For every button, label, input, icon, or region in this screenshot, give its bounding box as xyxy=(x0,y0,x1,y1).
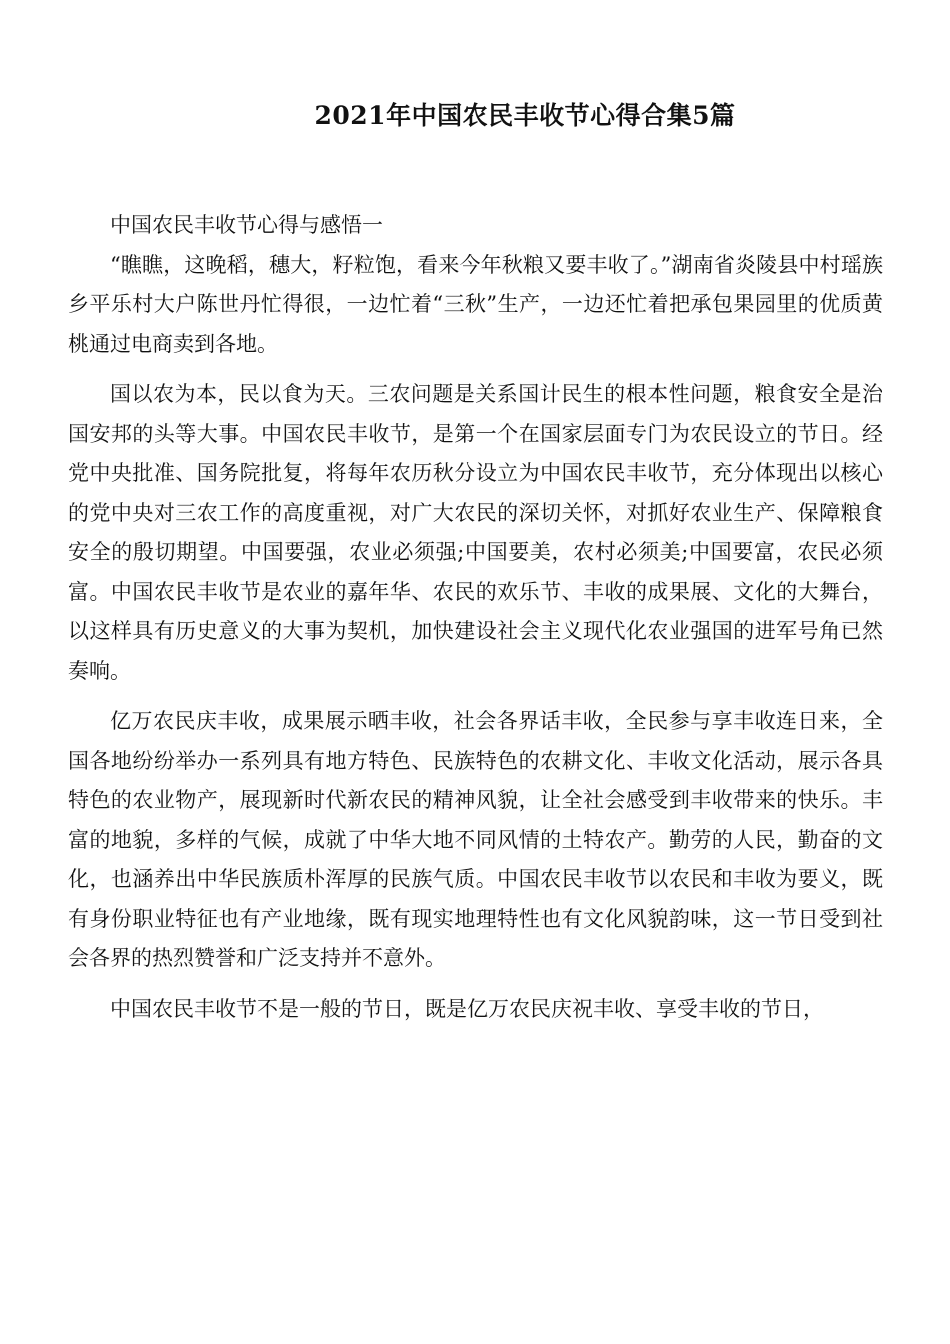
paragraph: 国以农为本，民以食为天。三农问题是关系国计民生的根本性问题，粮食安全是治国安邦的头等大事。中国农民丰收节，是第一个在国家层面专门为农民设立的节日。经党中央批准、国务院批复，将每年农历秋分设立为中国农民丰收节，充分体现出以核心的党中央对三农工作的高度重视，对广大农民的深切关怀，对抓好农业生产、保障粮食安全的殷切期望。中国要强，农业必须强;中国要美，农村必须美;中国要富，农民必须富。中国农民丰收节是农业的嘉年华、农民的欢乐节、丰收的成果展、文化的大舞台，以这样具有历史意义的大事为契机，加快建设社会主义现代化农业强国的进军号角已然奏响。 xyxy=(68,382,883,683)
paragraph: 中国农民丰收节不是一般的节日，既是亿万农民庆祝丰收、享受丰收的节日， xyxy=(110,996,824,1021)
paragraph: 亿万农民庆丰收，成果展示晒丰收，社会各界话丰收，全民参与享丰收连日来，全国各地纷纷举办一系列具有地方特色、民族特色的农耕文化、丰收文化活动，展示各具特色的农业物产，展现新时代新农民的精神风貌，让全社会感受到丰收带来的快乐。丰富的地貌，多样的气候，成就了中华大地不同风情的土特农产。勤劳的人民，勤奋的文化，也涵养出中华民族质朴浑厚的民族气质。中国农民丰收节以农民和丰收为要义，既有身份职业特征也有产业地缘，既有现实地理特性也有文化风貌韵味，这一节日受到社会各界的热烈赞誉和广泛支持并不意外。 xyxy=(68,709,883,970)
paragraph: “瞧瞧，这晚稻，穗大，籽粒饱，看来今年秋粮又要丰收了。”湖南省炎陵县中村瑶族乡平乐村大户陈世丹忙得很，一边忙着“三秋”生产，一边还忙着把承包果园里的优质黄桃通过电商卖到各地。 xyxy=(68,252,883,356)
document-title: 2021年中国农民丰收节心得合集5篇 xyxy=(314,101,736,130)
section-heading: 中国农民丰收节心得与感悟一 xyxy=(110,213,383,237)
document-body xyxy=(68,206,883,1040)
